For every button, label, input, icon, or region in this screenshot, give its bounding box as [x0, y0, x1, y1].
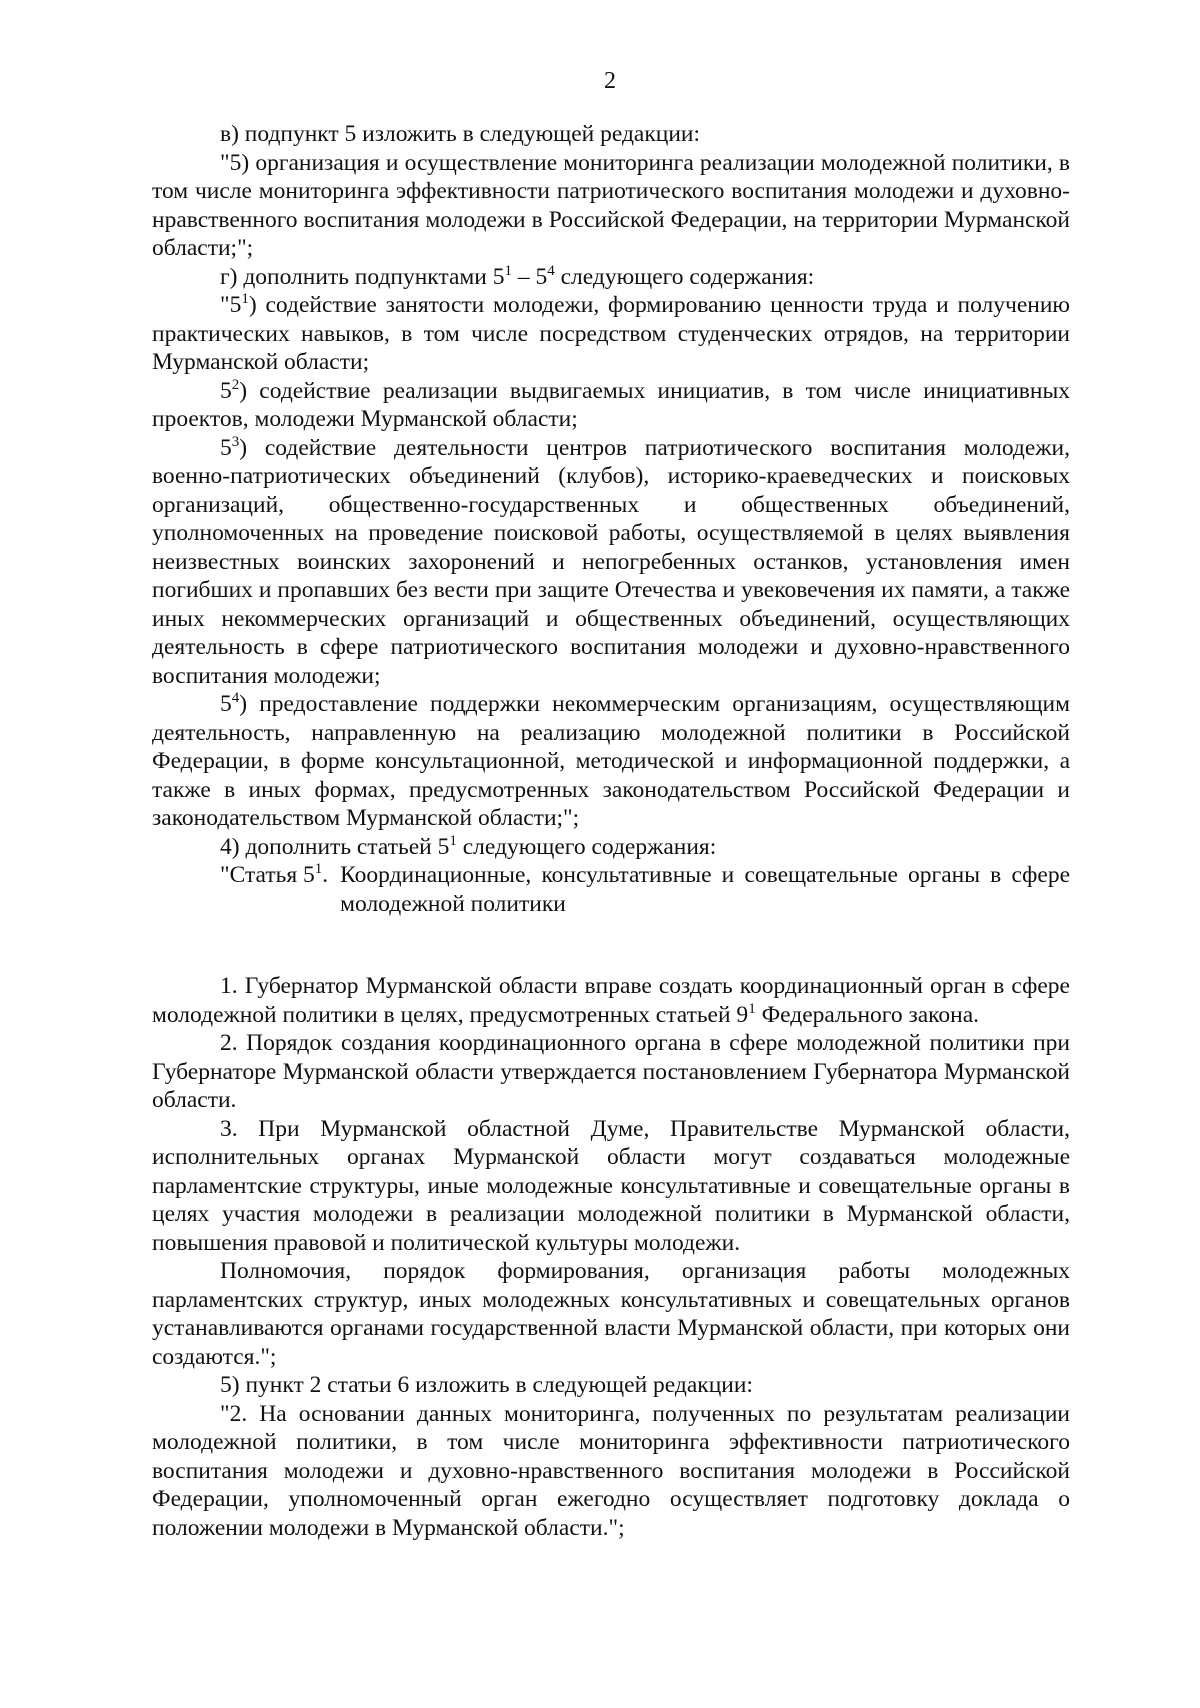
article-number: "Статья $5^1$. — [220, 861, 329, 888]
paragraph-item-4: 4) дополнить статьей $5^1$ следующего содержания: — [220, 832, 717, 860]
paragraph-item-5-1: "$5^1$) содействие занятости молодежи, формированию ценности труда и получению практических навыков, в том числе посредством студенческих отрядов, на территории Мурманской области; — [152, 291, 1070, 375]
article-part-1: 1. Губернатор Мурманской области вправе создать координационный орган в сфере молодежной политики в целях, предусмотренных статьей $9^1$ Федерального закона. — [152, 973, 1070, 1028]
article-part-2: 2. Порядок создания координационного органа в сфере молодежной политики при Губернаторе Мурманской области утверждается постановлением Губернатора Мурманской области. — [152, 1030, 1070, 1113]
paragraph-subitem-v: в) подпункт 5 изложить в следующей редакции: — [220, 121, 701, 147]
paragraph-subitem-g: г) дополнить подпунктами $5^1 - 5^4$ следующего содержания: — [220, 262, 815, 290]
paragraph-item-5-2: $5^2$) содействие реализации выдвигаемых инициатив, в том числе инициативных проектов, молодежи Мурманской области; — [152, 376, 1070, 432]
article-heading — [152, 861, 1070, 918]
article-part-3-powers: Полномочия, порядок формирования, организация работы молодежных парламентских структур, иных молодежных консультативных и совещательных органов устанавливаются органами государственной власти Мурманской области, при которых они создаются."; — [152, 1258, 1070, 1370]
page-number: 2 — [604, 68, 616, 94]
paragraph-item-5-3: $5^3$) содействие деятельности центров патриотического воспитания молодежи, военно-патриотических объединений (клубов), историко-краеведческих и поисковых организаций, общественно-государственных и общественных объединений, уполномоченных на проведение поисковой работы, осуществляемой в целях выявления неизвестных воинских захоронений и непогребенных останков, установления имен погибших и пропавших без вести при защите Отечества и увековечения их памяти, а также иных некоммерческих организаций и общественных объединений, осуществляющих деятельность в сфере патриотического воспитания молодежи и духовно-нравственного воспитания молодежи; — [152, 433, 1070, 689]
article-title: Координационные, консультативные и совещательные органы в сфере молодежной политики — [340, 862, 1070, 917]
document-body — [152, 120, 1070, 1542]
paragraph-item-5-4: $5^4$) предоставление поддержки некоммерческим организациям, осуществляющим деятельность, направленную на реализацию молодежной политики в Российской Федерации, в форме консультационной, методической и информационной поддержки, а также в иных формах, предусмотренных законодательством Российской Федерации и законодательством Мурманской области;"; — [152, 690, 1070, 831]
article-part-3: 3. При Мурманской областной Думе, Правительстве Мурманской области, исполнительных органах Мурманской области могут создаваться молодежные парламентские структуры, иные молодежные консультативные и совещательные органы в целях участия молодежи в реализации молодежной политики в Мурманской области, повышения правовой и политической культуры молодежи. — [152, 1115, 1070, 1256]
paragraph-article-6-point-2: "2. На основании данных мониторинга, полученных по результатам реализации молодежной политики, в том числе мониторинга эффективности патриотического воспитания молодежи и духовно-нравственного воспитания молодежи в Российской Федерации, уполномоченный орган ежегодно осуществляет подготовку доклада о положении молодежи в Мурманской области."; — [152, 1400, 1070, 1541]
paragraph-item-5: 5) пункт 2 статьи 6 изложить в следующей редакции: — [220, 1372, 753, 1398]
paragraph-item-5-text: "5) организация и осуществление мониторинга реализации молодежной политики, в том числе мониторинга эффективности патриотического воспитания молодежи и духовно-нравственного воспитания молодежи в Российской Федерации, на территории Мурманской области;"; — [152, 149, 1070, 261]
